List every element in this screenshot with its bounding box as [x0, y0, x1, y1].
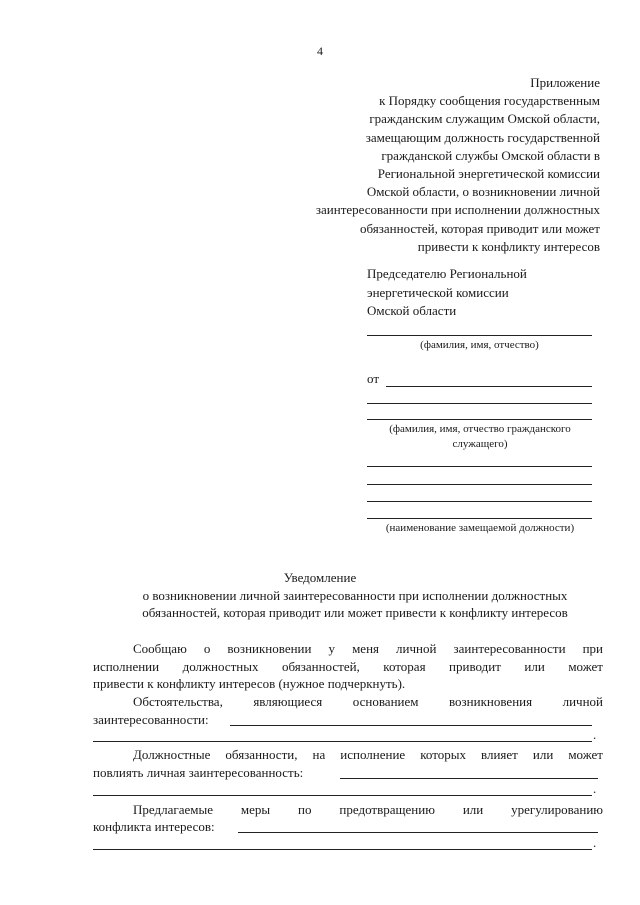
addressee-block	[367, 265, 527, 321]
position-caption: (наименование замещаемой должности)	[385, 522, 575, 534]
appendix-line: привести к конфликту интересов	[417, 238, 600, 254]
addressee-line: Омской области	[367, 303, 457, 318]
p2-line1: Обстоятельства, являющиеся основанием возникновения личной	[133, 694, 603, 709]
addressee-line: Председателю Региональной	[367, 266, 527, 281]
subtitle-line: обязанностей, которая приводит или может привести к конфликту интересов	[142, 605, 568, 620]
measures-field-1[interactable]	[238, 832, 598, 833]
from-label: от	[367, 371, 380, 386]
p3-line1: Должностные обязанности, на исполнение которых влияет или может	[133, 747, 603, 762]
appendix-line: к Порядку сообщения государственным	[379, 93, 600, 109]
appendix-line: гражданской службы Омской области в	[381, 147, 600, 163]
duties-period: .	[593, 781, 597, 796]
appendix-line: замещающим должность государственной	[365, 129, 600, 145]
position-field-3[interactable]	[367, 501, 592, 502]
duties-field-1[interactable]	[340, 778, 598, 779]
employee-fio-field-2[interactable]	[367, 403, 592, 404]
employee-fio-field-3[interactable]	[367, 419, 592, 420]
measures-field-2[interactable]	[93, 849, 592, 850]
notice-subtitle	[90, 587, 620, 621]
appendix-line: гражданским служащим Омской области,	[369, 111, 600, 127]
position-field-2[interactable]	[367, 484, 592, 485]
duties-field-2[interactable]	[93, 795, 592, 796]
addressee-line: энергетической комиссии	[367, 284, 509, 300]
appendix-line: Региональной энергетической комиссии	[377, 166, 600, 182]
p4-line1: Предлагаемые меры по предотвращению или урегулированию	[133, 802, 603, 817]
p1-line1: Сообщаю о возникновении у меня личной заинтересованности при	[133, 641, 603, 656]
position-field-1[interactable]	[367, 466, 592, 467]
p1-line3: привести к конфликту интересов (нужное подчеркнуть).	[93, 676, 406, 691]
position-field-4[interactable]	[367, 518, 592, 519]
appendix-line: Приложение	[530, 75, 600, 90]
p2-line2: заинтересованности:	[93, 712, 209, 727]
appendix-line: заинтересованности при исполнении должностных	[315, 202, 600, 218]
page-number: 4	[317, 44, 323, 58]
appendix-line: обязанностей, которая приводит или может	[360, 220, 600, 236]
employee-caption	[360, 422, 600, 452]
fio-caption: (фамилия, имя, отчество)	[420, 339, 539, 351]
appendix-line: Омской области, о возникновении личной	[366, 184, 600, 200]
notice-title: Уведомление	[283, 570, 357, 585]
p3-line2: повлиять личная заинтересованность:	[93, 765, 304, 780]
employee-caption-line: служащего)	[452, 438, 508, 450]
employee-caption-line: (фамилия, имя, отчество гражданского	[389, 423, 571, 435]
circumstances-period: .	[593, 727, 597, 742]
p1-line2: исполнении должностных обязанностей, которая приводит или может	[93, 659, 603, 674]
p4-line2: конфликта интересов:	[93, 819, 215, 834]
circumstances-field-1[interactable]	[230, 725, 592, 726]
measures-period: .	[593, 835, 597, 850]
employee-fio-field-1[interactable]	[386, 386, 592, 387]
chairman-fio-field[interactable]	[367, 335, 592, 336]
circumstances-field-2[interactable]	[93, 741, 592, 742]
subtitle-line: о возникновении личной заинтересованности при исполнении должностных	[142, 588, 568, 603]
appendix-header	[270, 74, 600, 256]
